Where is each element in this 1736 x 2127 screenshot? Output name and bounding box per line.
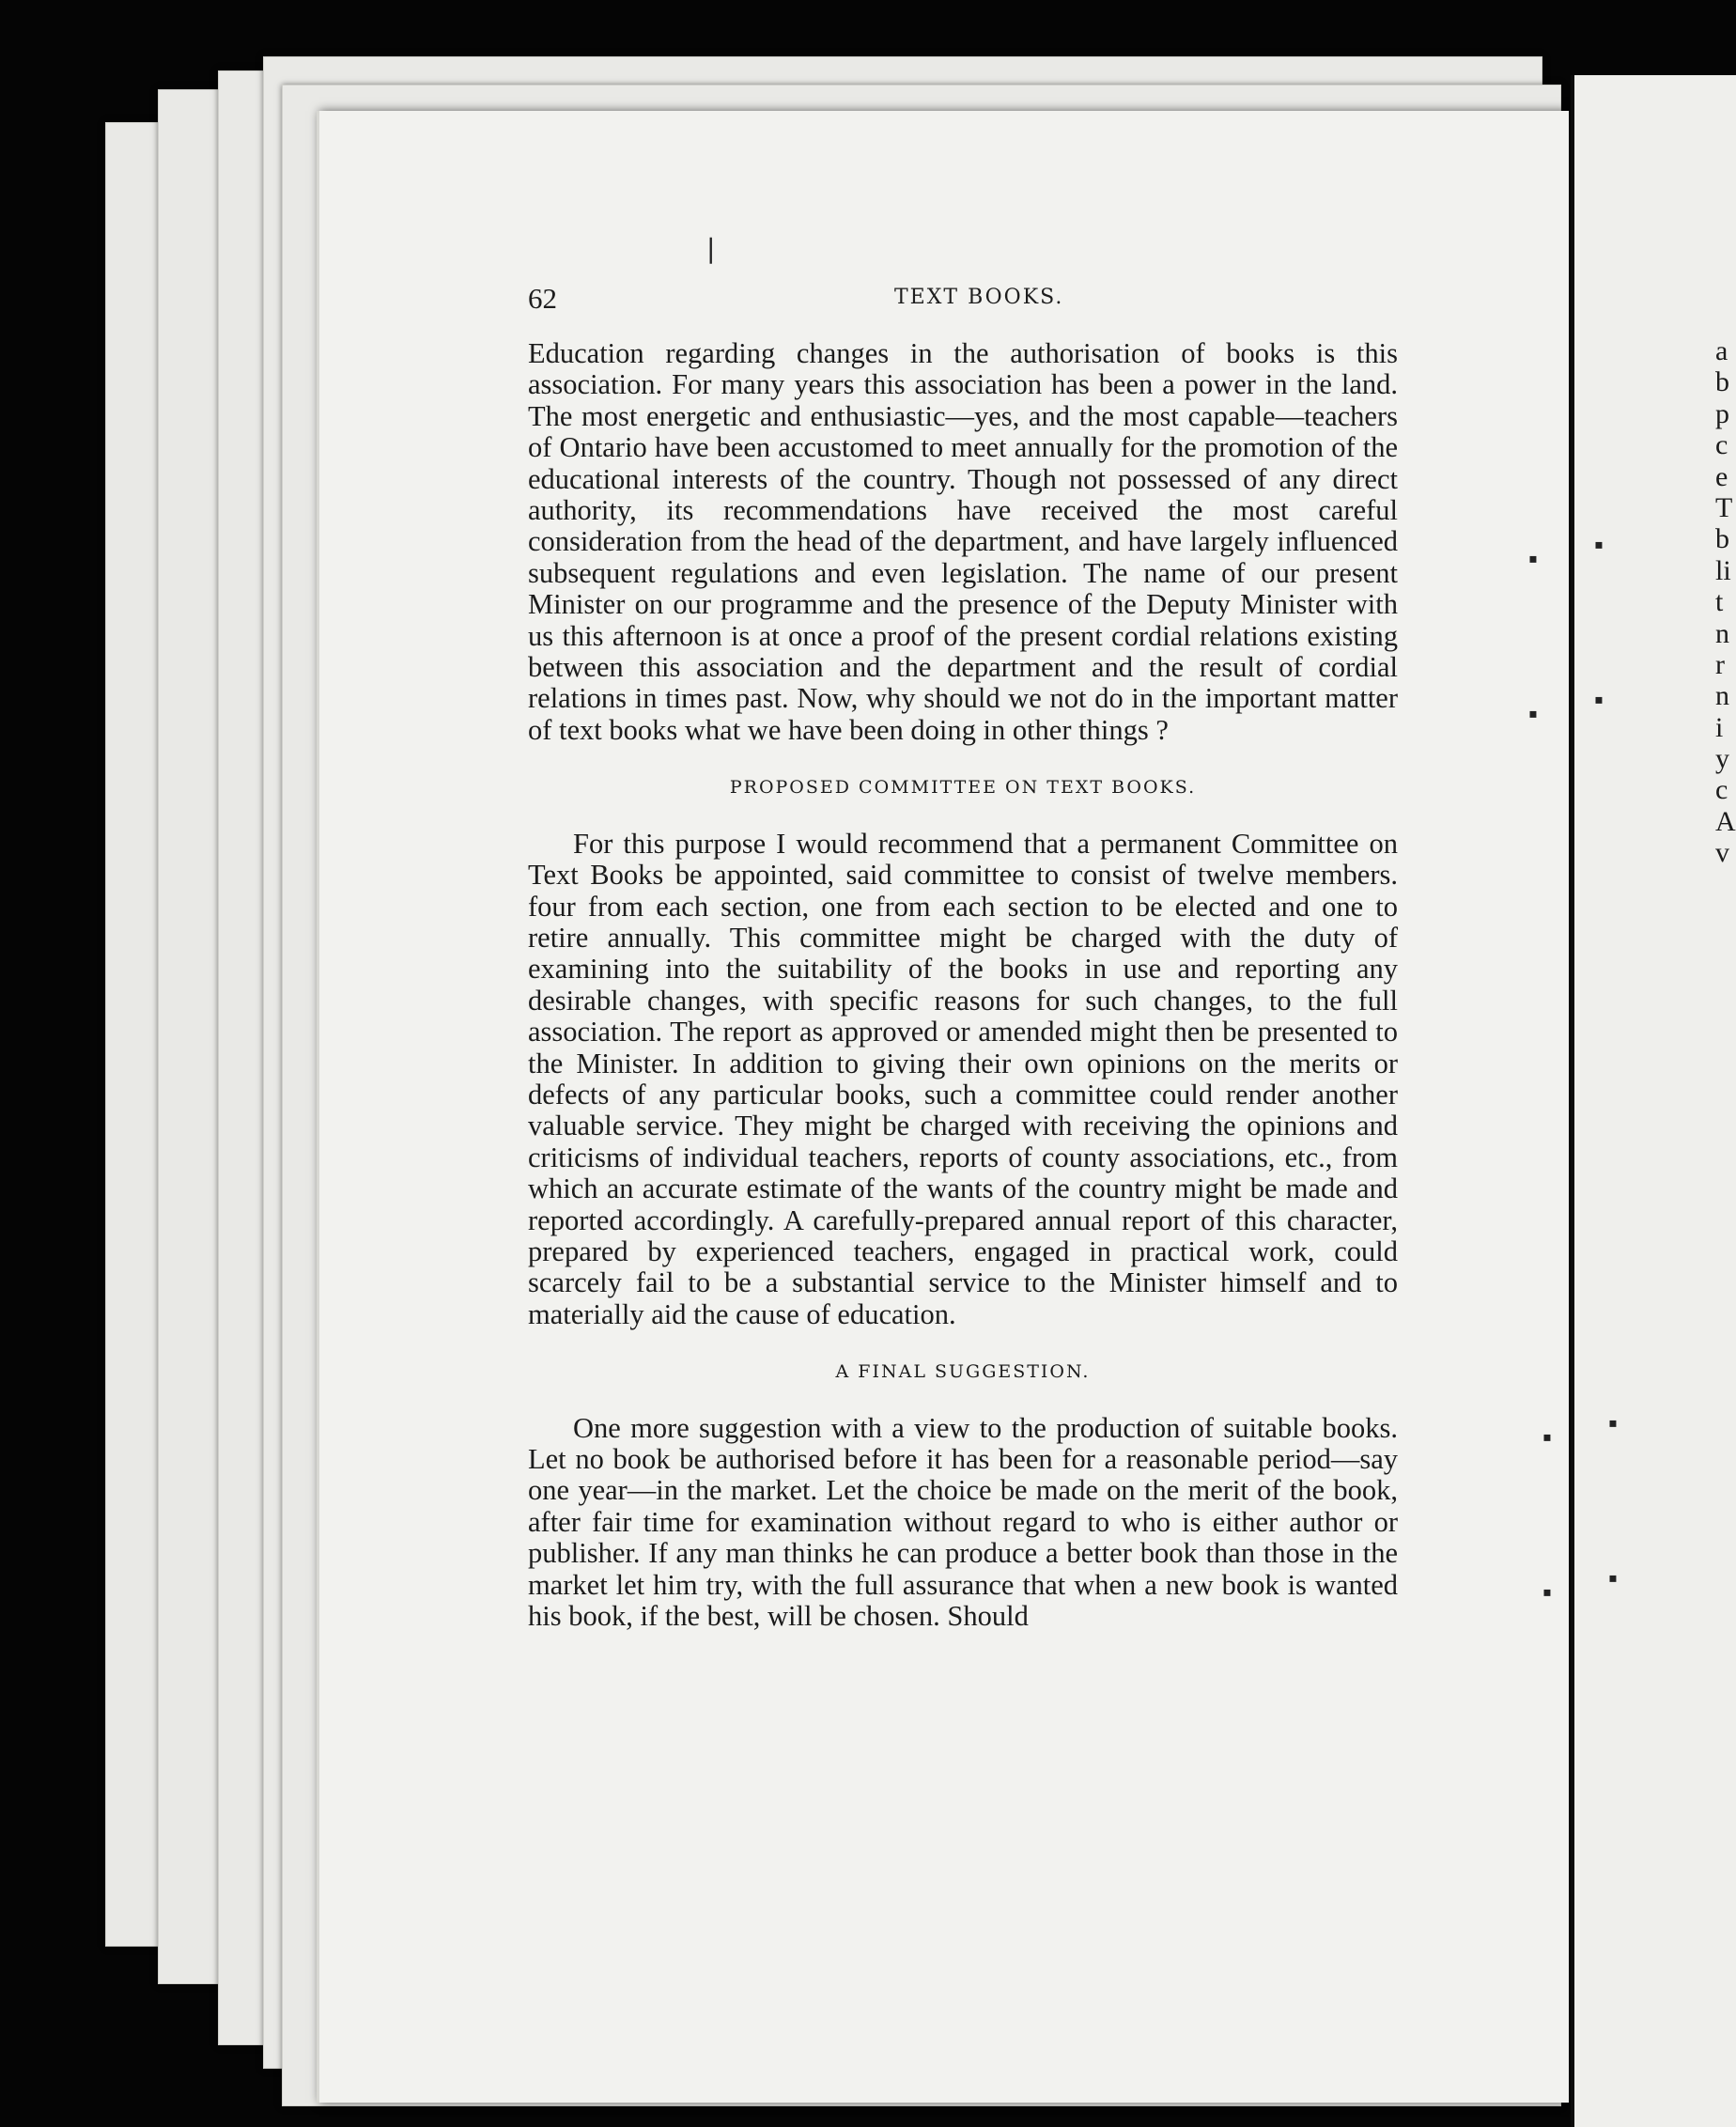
ink-speck-mark: ▪ [1528, 700, 1538, 729]
facing-page-letter: r [1715, 648, 1725, 680]
paragraph-3: One more suggestion with a view to the production of suitable books. Let no book be authorised before it has been for a reasonable period—say one year—in the market. Let the choice be made on the merit of the book, after fair time for examination without regard to who is either author or publisher. If any man thinks he can produce a better book than those in the market let him try, with the full assurance that when a new book is wanted his book, if the best, will be chosen. Should [528, 1411, 1398, 1633]
facing-page-letter: e [1715, 460, 1728, 492]
facing-page-letter: p [1715, 397, 1729, 429]
facing-page-letter: v [1715, 837, 1729, 869]
facing-page-letter: T [1715, 491, 1733, 523]
running-title: TEXT BOOKS. [894, 286, 1064, 309]
ink-speck-mark: ▪ [1594, 531, 1604, 560]
body-text [528, 338, 1398, 1632]
facing-page-letter: li [1715, 554, 1731, 586]
paragraph-2: For this purpose I would recommend that a permanent Committee on Text Books be appointed, said committee to consist of twelve members. four from each section, one from each section to be elected and one to retire annually. This committee might be charged with the duty of examining into the suitability of the books in use and reporting any desirable changes, with specific reasons for such changes, to the full association. The report as approved or amended might then be presented to the Minister. In addition to giving their own opinions on the merits or defects of any particular books, such a committee could render another valuable service. They might be charged with receiving the opinions and criticisms of individual teachers, reports of county associations, etc., from which an accurate estimate of the wants of the country might be made and reported accordingly. A carefully-prepared annual report of this character, prepared by experienced teachers, engaged in practical work, could scarcely fail to be a substantial service to the Minister himself and to materially aid the cause of education. [528, 827, 1398, 1330]
facing-page-letter: n [1715, 617, 1729, 649]
facing-page-letter: c [1715, 429, 1728, 461]
ink-speck-mark: ▪ [1542, 1578, 1552, 1607]
section-heading-final-suggestion: A FINAL SUGGESTION. [835, 1361, 1091, 1383]
facing-page-letter: y [1715, 743, 1729, 775]
facing-page-letter: n [1715, 680, 1729, 712]
facing-page-letter: a [1715, 335, 1728, 366]
facing-page-letter: b [1715, 523, 1729, 555]
facing-page-letter: i [1715, 711, 1724, 743]
facing-page [1571, 75, 1736, 2127]
facing-page-letter: A [1715, 805, 1736, 837]
paragraph-1: Education regarding changes in the authorisation of books is this association. For many years this association has been a power in the land. The most energetic and enthusiastic—yes, and the most capable—teachers of Ontario have been accustomed to meet annually for the promotion of the educational interests of the country. Though not possessed of any direct authority, its recommendations have received the most careful consideration from the head of the department, and have largely influenced subsequent regulations and even legislation. The name of our present Minister on our programme and the presence of the Deputy Minister with us this afternoon is at once a proof of the present cordial relations existing between this association and the department and the result of cordial relations in times past. Now, why should we not do in the important matter of text books what we have been doing in other things ? [528, 337, 1398, 746]
ink-speck-mark: ❘ [700, 235, 722, 264]
facing-page-letter: t [1715, 586, 1724, 618]
ink-speck-mark: ▪ [1528, 545, 1538, 574]
facing-page-fragments [1715, 335, 1736, 869]
ink-speck-mark: ▪ [1594, 686, 1604, 715]
section-heading-proposed-committee: PROPOSED COMMITTEE ON TEXT BOOKS. [729, 777, 1197, 799]
ink-speck-mark: ▪ [1608, 1409, 1618, 1438]
ink-speck-mark: ▪ [1608, 1564, 1618, 1593]
facing-page-letter: b [1715, 366, 1729, 398]
page-number: 62 [528, 282, 557, 315]
facing-page-letter: c [1715, 774, 1728, 806]
ink-speck-mark: ▪ [1542, 1423, 1552, 1452]
